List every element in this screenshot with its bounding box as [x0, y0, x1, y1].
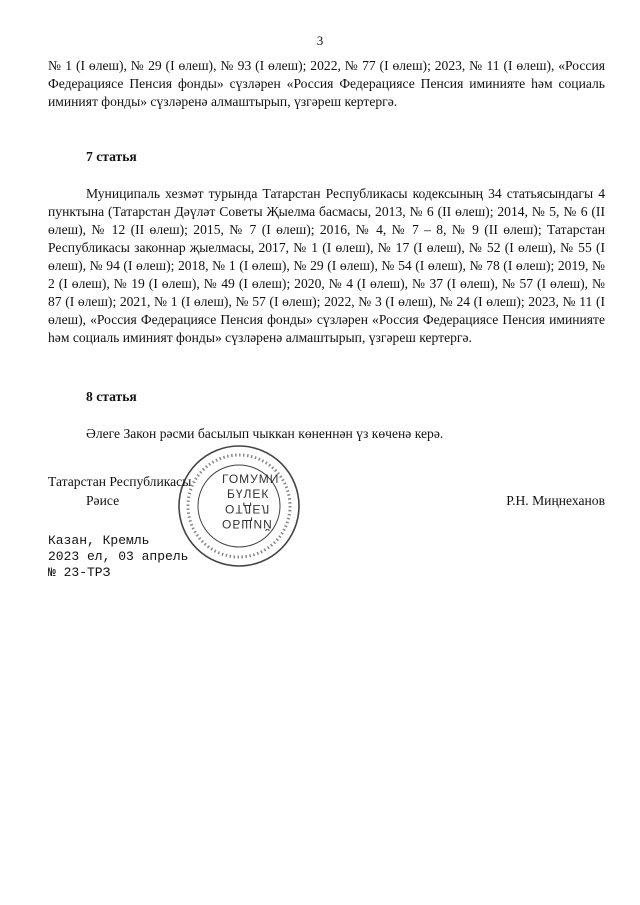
- place-date: 2023 ел, 03 апрель: [48, 549, 189, 564]
- paragraph-continuation: № 1 (I өлеш), № 29 (I өлеш), № 93 (I өлеш); 2022, № 77 (I өлеш); 2023, № 11 (I өлеш), «Россия Федерациясе Пенсия фонды» сүзләрен «Россия Федерациясе Пенсия иминияте һәм социаль иминият фонды» сүзләренә алмаштырып, үзгәреш кертергә.: [48, 58, 605, 109]
- page-number: 3: [316, 33, 324, 48]
- signature-name: Р.Н. Миңнеханов: [506, 493, 605, 508]
- stamp-word-top: ГОМУМИ: [222, 472, 280, 486]
- signature-title-line1: Татарстан Республикасы: [48, 474, 192, 489]
- stamp-word-mirror2: ОБЩИЙ: [222, 517, 273, 531]
- article-8-text: Әлеге Закон рәсми басылып чыккан көненнән үз көченә керә.: [86, 426, 444, 441]
- stamp-word-mid: БҮЛЕК: [227, 487, 270, 501]
- article-8-heading: 8 статья: [86, 389, 137, 404]
- stamp-word-mirror1: ОТДЕЛ: [225, 502, 271, 516]
- signature-title-line2: Рәисе: [86, 493, 120, 508]
- article-7-text: Муниципаль хезмәт турында Татарстан Республикасы кодексының 34 статьясындагы 4 пунктына (Татарстан Дәүләт Советы Җыелма басмасы, 2013, № 6 (II өлеш); 2014, № 5, № 6 (II өлеш), № 12 (II өлеш); 2015, № 7 (I өлеш); 2016, № 4, № 7 – 8, № 9 (II өлеш); Татарстан Республикасы законнар җыелмасы, 2017, № 1 (I өлеш), № 17 (I өлеш), № 52 (I өлеш), № 55 (I өлеш), № 94 (I өлеш); 2018, № 1 (I өлеш), № 29 (I өлеш), № 54 (I өлеш), № 78 (I өлеш); 2019, № 2 (I өлеш), № 19 (I өлеш), № 49 (I өлеш); 2020, № 4 (I өлеш), № 37 (I өлеш), № 57 (I өлеш), № 87 (I өлеш); 2021, № 1 (I өлеш), № 57 (I өлеш); 2022, № 3 (I өлеш), № 24 (I өлеш); 2023, № 11 (I өлеш), «Россия Федерациясе Пенсия фонды» сүзләрен «Россия Федерациясе Пенсия иминияте һәм социаль иминият фонды» сүзләренә алмаштырып, үзгәреш кертергә.: [48, 186, 605, 345]
- article-7-heading: 7 статья: [86, 149, 137, 164]
- place-line1: Казан, Кремль: [48, 533, 150, 548]
- law-number: № 23-ТРЗ: [48, 565, 111, 580]
